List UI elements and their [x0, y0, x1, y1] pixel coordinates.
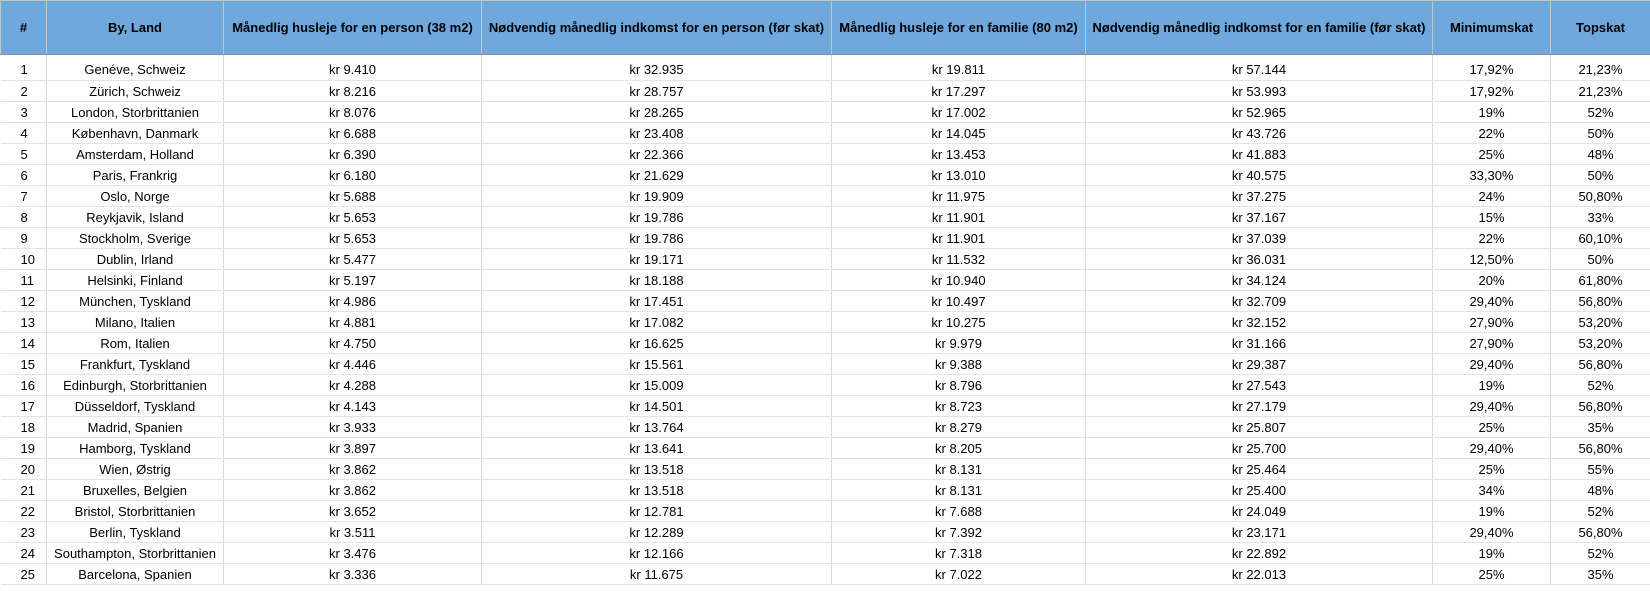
cell-rent-family[interactable]: kr 8.131	[832, 459, 1086, 480]
cell-city-country[interactable]: Rom, Italien	[47, 333, 224, 354]
cell-top-tax[interactable]: 33%	[1551, 207, 1650, 228]
cell-rank[interactable]: 18	[1, 417, 47, 438]
cell-rent-family[interactable]: kr 7.392	[832, 522, 1086, 543]
cell-min-tax[interactable]: 27,90%	[1433, 312, 1551, 333]
cell-income-single[interactable]: kr 13.518	[482, 459, 832, 480]
cell-rank[interactable]: 5	[1, 144, 47, 165]
cell-rent-single[interactable]: kr 4.446	[224, 354, 482, 375]
cell-min-tax[interactable]: 25%	[1433, 417, 1551, 438]
cell-income-family[interactable]: kr 31.166	[1086, 333, 1433, 354]
cell-rank[interactable]: 3	[1, 102, 47, 123]
cell-rent-family[interactable]: kr 13.010	[832, 165, 1086, 186]
cell-min-tax[interactable]: 15%	[1433, 207, 1551, 228]
table-row	[1, 354, 1650, 375]
cell-rent-family[interactable]: kr 7.318	[832, 543, 1086, 564]
cell-rent-family[interactable]: kr 11.901	[832, 207, 1086, 228]
cell-income-family[interactable]: kr 27.179	[1086, 396, 1433, 417]
cell-city-country[interactable]: Southampton, Storbrittanien	[47, 543, 224, 564]
cell-min-tax[interactable]: 29,40%	[1433, 396, 1551, 417]
cell-city-country[interactable]: Wien, Østrig	[47, 459, 224, 480]
cell-rent-single[interactable]: kr 6.180	[224, 165, 482, 186]
cell-rent-family[interactable]: kr 7.022	[832, 564, 1086, 585]
cell-top-tax[interactable]: 50%	[1551, 123, 1650, 144]
cell-city-country[interactable]: Düsseldorf, Tyskland	[47, 396, 224, 417]
cell-city-country[interactable]: Paris, Frankrig	[47, 165, 224, 186]
table-row	[1, 291, 1650, 312]
table-row	[1, 270, 1650, 291]
cell-income-family[interactable]: kr 41.883	[1086, 144, 1433, 165]
cell-income-family[interactable]: kr 32.152	[1086, 312, 1433, 333]
cell-income-family[interactable]: kr 29.387	[1086, 354, 1433, 375]
header-income-single[interactable]: Nødvendig månedlig indkomst for en person (før skat)	[482, 1, 832, 55]
cell-rent-single[interactable]: kr 4.288	[224, 375, 482, 396]
cell-rent-family[interactable]: kr 14.045	[832, 123, 1086, 144]
cell-rent-single[interactable]: kr 4.986	[224, 291, 482, 312]
cell-top-tax[interactable]: 35%	[1551, 564, 1650, 585]
cell-income-single[interactable]: kr 13.518	[482, 480, 832, 501]
cell-rank[interactable]: 10	[1, 249, 47, 270]
cell-rent-single[interactable]: kr 4.143	[224, 396, 482, 417]
cell-min-tax[interactable]: 19%	[1433, 543, 1551, 564]
cell-income-family[interactable]: kr 22.892	[1086, 543, 1433, 564]
cell-city-country[interactable]: München, Tyskland	[47, 291, 224, 312]
cell-min-tax[interactable]: 19%	[1433, 501, 1551, 522]
header-city-country[interactable]: By, Land	[47, 1, 224, 55]
cell-income-single[interactable]: kr 16.625	[482, 333, 832, 354]
cell-city-country[interactable]: Edinburgh, Storbrittanien	[47, 375, 224, 396]
table-row	[1, 165, 1650, 186]
cell-top-tax[interactable]: 50,80%	[1551, 186, 1650, 207]
cell-top-tax[interactable]: 61,80%	[1551, 270, 1650, 291]
cell-income-single[interactable]: kr 32.935	[482, 60, 832, 81]
cell-min-tax[interactable]: 29,40%	[1433, 522, 1551, 543]
cell-income-family[interactable]: kr 25.400	[1086, 480, 1433, 501]
cell-min-tax[interactable]: 25%	[1433, 564, 1551, 585]
table-row	[1, 480, 1650, 501]
cell-rent-single[interactable]: kr 5.653	[224, 228, 482, 249]
cell-rent-family[interactable]: kr 11.901	[832, 228, 1086, 249]
header-min-tax[interactable]: Minimumskat	[1433, 1, 1551, 55]
header-rank[interactable]: #	[1, 1, 47, 55]
table-row	[1, 522, 1650, 543]
cell-city-country[interactable]: Genéve, Schweiz	[47, 60, 224, 81]
cell-income-single[interactable]: kr 19.171	[482, 249, 832, 270]
cell-top-tax[interactable]: 56,80%	[1551, 396, 1650, 417]
cell-rent-family[interactable]: kr 8.723	[832, 396, 1086, 417]
cell-rent-single[interactable]: kr 3.652	[224, 501, 482, 522]
cell-income-single[interactable]: kr 23.408	[482, 123, 832, 144]
cell-rent-single[interactable]: kr 8.076	[224, 102, 482, 123]
cell-rent-single[interactable]: kr 3.476	[224, 543, 482, 564]
table-row	[1, 144, 1650, 165]
table-row	[1, 543, 1650, 564]
cell-income-single[interactable]: kr 17.082	[482, 312, 832, 333]
cell-rank[interactable]: 25	[1, 564, 47, 585]
cell-income-family[interactable]: kr 57.144	[1086, 60, 1433, 81]
cell-rent-family[interactable]: kr 9.388	[832, 354, 1086, 375]
table-body	[1, 55, 1650, 585]
cell-rent-single[interactable]: kr 5.197	[224, 270, 482, 291]
cell-rent-family[interactable]: kr 8.279	[832, 417, 1086, 438]
cell-top-tax[interactable]: 50%	[1551, 165, 1650, 186]
cell-rent-family[interactable]: kr 8.131	[832, 480, 1086, 501]
cell-min-tax[interactable]: 22%	[1433, 123, 1551, 144]
cell-min-tax[interactable]: 29,40%	[1433, 438, 1551, 459]
cell-rank[interactable]: 24	[1, 543, 47, 564]
cell-city-country[interactable]: Frankfurt, Tyskland	[47, 354, 224, 375]
cell-income-family[interactable]: kr 23.171	[1086, 522, 1433, 543]
cell-rank[interactable]: 19	[1, 438, 47, 459]
table-row	[1, 102, 1650, 123]
table-row	[1, 312, 1650, 333]
cell-rent-family[interactable]: kr 11.975	[832, 186, 1086, 207]
cell-top-tax[interactable]: 55%	[1551, 459, 1650, 480]
table-row	[1, 438, 1650, 459]
cell-income-single[interactable]: kr 21.629	[482, 165, 832, 186]
cell-rank[interactable]: 7	[1, 186, 47, 207]
cell-min-tax[interactable]: 27,90%	[1433, 333, 1551, 354]
cell-income-family[interactable]: kr 37.275	[1086, 186, 1433, 207]
cell-income-family[interactable]: kr 22.013	[1086, 564, 1433, 585]
header-top-tax[interactable]: Topskat	[1551, 1, 1650, 55]
cell-rent-family[interactable]: kr 7.688	[832, 501, 1086, 522]
cell-rank[interactable]: 22	[1, 501, 47, 522]
cell-rank[interactable]: 4	[1, 123, 47, 144]
cell-min-tax[interactable]: 25%	[1433, 144, 1551, 165]
cell-top-tax[interactable]: 60,10%	[1551, 228, 1650, 249]
cell-income-single[interactable]: kr 14.501	[482, 396, 832, 417]
cell-income-single[interactable]: kr 12.781	[482, 501, 832, 522]
cell-rent-family[interactable]: kr 17.002	[832, 102, 1086, 123]
cell-income-single[interactable]: kr 19.786	[482, 228, 832, 249]
cell-city-country[interactable]: Madrid, Spanien	[47, 417, 224, 438]
cell-city-country[interactable]: Bruxelles, Belgien	[47, 480, 224, 501]
cell-min-tax[interactable]: 29,40%	[1433, 291, 1551, 312]
cell-rent-single[interactable]: kr 3.862	[224, 459, 482, 480]
cell-rent-single[interactable]: kr 4.881	[224, 312, 482, 333]
cell-min-tax[interactable]: 17,92%	[1433, 60, 1551, 81]
cell-rent-single[interactable]: kr 5.477	[224, 249, 482, 270]
cell-rank[interactable]: 17	[1, 396, 47, 417]
cell-min-tax[interactable]: 22%	[1433, 228, 1551, 249]
cell-rank[interactable]: 21	[1, 480, 47, 501]
cell-rent-family[interactable]: kr 10.497	[832, 291, 1086, 312]
cell-rank[interactable]: 11	[1, 270, 47, 291]
cell-city-country[interactable]: Oslo, Norge	[47, 186, 224, 207]
table-row	[1, 228, 1650, 249]
cell-top-tax[interactable]: 21,23%	[1551, 81, 1650, 102]
cell-top-tax[interactable]: 52%	[1551, 501, 1650, 522]
cell-min-tax[interactable]: 20%	[1433, 270, 1551, 291]
cell-income-single[interactable]: kr 15.561	[482, 354, 832, 375]
cell-income-single[interactable]: kr 19.909	[482, 186, 832, 207]
cell-rent-family[interactable]: kr 8.205	[832, 438, 1086, 459]
cell-income-single[interactable]: kr 28.265	[482, 102, 832, 123]
cell-rent-single[interactable]: kr 3.511	[224, 522, 482, 543]
cell-rent-family[interactable]: kr 8.796	[832, 375, 1086, 396]
cell-income-single[interactable]: kr 17.451	[482, 291, 832, 312]
cell-income-single[interactable]: kr 28.757	[482, 81, 832, 102]
cell-income-single[interactable]: kr 12.289	[482, 522, 832, 543]
table-row	[1, 375, 1650, 396]
header-rent-single[interactable]: Månedlig husleje for en person (38 m2)	[224, 1, 482, 55]
cell-income-family[interactable]: kr 27.543	[1086, 375, 1433, 396]
cell-rank[interactable]: 23	[1, 522, 47, 543]
cell-income-single[interactable]: kr 18.188	[482, 270, 832, 291]
header-rent-family[interactable]: Månedlig husleje for en familie (80 m2)	[832, 1, 1086, 55]
cell-min-tax[interactable]: 25%	[1433, 459, 1551, 480]
cell-top-tax[interactable]: 52%	[1551, 102, 1650, 123]
cell-rent-family[interactable]: kr 19.811	[832, 60, 1086, 81]
header-row	[1, 1, 1650, 55]
cell-rent-family[interactable]: kr 17.297	[832, 81, 1086, 102]
cell-top-tax[interactable]: 56,80%	[1551, 522, 1650, 543]
cell-income-family[interactable]: kr 36.031	[1086, 249, 1433, 270]
cell-rent-single[interactable]: kr 9.410	[224, 60, 482, 81]
cell-top-tax[interactable]: 53,20%	[1551, 333, 1650, 354]
cell-min-tax[interactable]: 19%	[1433, 375, 1551, 396]
cell-income-family[interactable]: kr 52.965	[1086, 102, 1433, 123]
cell-min-tax[interactable]: 17,92%	[1433, 81, 1551, 102]
cell-top-tax[interactable]: 48%	[1551, 144, 1650, 165]
cell-rent-family[interactable]: kr 11.532	[832, 249, 1086, 270]
cell-city-country[interactable]: London, Storbrittanien	[47, 102, 224, 123]
cell-rank[interactable]: 6	[1, 165, 47, 186]
cell-rent-single[interactable]: kr 8.216	[224, 81, 482, 102]
cell-city-country[interactable]: Reykjavik, Island	[47, 207, 224, 228]
cell-income-single[interactable]: kr 13.764	[482, 417, 832, 438]
cell-rank[interactable]: 9	[1, 228, 47, 249]
cell-city-country[interactable]: Dublin, Irland	[47, 249, 224, 270]
cell-income-family[interactable]: kr 37.167	[1086, 207, 1433, 228]
cell-top-tax[interactable]: 52%	[1551, 543, 1650, 564]
cell-rent-family[interactable]: kr 9.979	[832, 333, 1086, 354]
cell-city-country[interactable]: København, Danmark	[47, 123, 224, 144]
cell-min-tax[interactable]: 29,40%	[1433, 354, 1551, 375]
cell-rent-family[interactable]: kr 10.940	[832, 270, 1086, 291]
cell-top-tax[interactable]: 35%	[1551, 417, 1650, 438]
cell-rank[interactable]: 12	[1, 291, 47, 312]
cell-city-country[interactable]: Stockholm, Sverige	[47, 228, 224, 249]
cell-min-tax[interactable]: 34%	[1433, 480, 1551, 501]
cell-top-tax[interactable]: 52%	[1551, 375, 1650, 396]
cell-city-country[interactable]: Amsterdam, Holland	[47, 144, 224, 165]
cell-income-single[interactable]: kr 22.366	[482, 144, 832, 165]
cell-city-country[interactable]: Berlin, Tyskland	[47, 522, 224, 543]
cell-rent-single[interactable]: kr 3.933	[224, 417, 482, 438]
cell-min-tax[interactable]: 12,50%	[1433, 249, 1551, 270]
table-row	[1, 186, 1650, 207]
table-row	[1, 60, 1650, 81]
cell-rent-single[interactable]: kr 3.336	[224, 564, 482, 585]
cell-city-country[interactable]: Milano, Italien	[47, 312, 224, 333]
table-row	[1, 249, 1650, 270]
table-row	[1, 501, 1650, 522]
cell-min-tax[interactable]: 24%	[1433, 186, 1551, 207]
cell-rent-single[interactable]: kr 3.897	[224, 438, 482, 459]
cell-top-tax[interactable]: 56,80%	[1551, 291, 1650, 312]
cell-rent-single[interactable]: kr 5.688	[224, 186, 482, 207]
cell-min-tax[interactable]: 33,30%	[1433, 165, 1551, 186]
cell-income-single[interactable]: kr 12.166	[482, 543, 832, 564]
cell-income-family[interactable]: kr 43.726	[1086, 123, 1433, 144]
cell-rank[interactable]: 15	[1, 354, 47, 375]
table-row	[1, 564, 1650, 585]
cell-city-country[interactable]: Zürich, Schweiz	[47, 81, 224, 102]
cell-income-single[interactable]: kr 11.675	[482, 564, 832, 585]
cell-income-family[interactable]: kr 24.049	[1086, 501, 1433, 522]
cell-income-single[interactable]: kr 19.786	[482, 207, 832, 228]
cell-rank[interactable]: 13	[1, 312, 47, 333]
cell-top-tax[interactable]: 21,23%	[1551, 60, 1650, 81]
cell-rank[interactable]: 2	[1, 81, 47, 102]
cell-rank[interactable]: 16	[1, 375, 47, 396]
cell-rank[interactable]: 8	[1, 207, 47, 228]
cell-income-family[interactable]: kr 40.575	[1086, 165, 1433, 186]
cell-rent-family[interactable]: kr 10.275	[832, 312, 1086, 333]
cell-top-tax[interactable]: 56,80%	[1551, 438, 1650, 459]
cell-city-country[interactable]: Hamborg, Tyskland	[47, 438, 224, 459]
cell-rent-single[interactable]: kr 5.653	[224, 207, 482, 228]
header-income-family[interactable]: Nødvendig månedlig indkomst for en familie (før skat)	[1086, 1, 1433, 55]
table-row	[1, 396, 1650, 417]
cell-city-country[interactable]: Barcelona, Spanien	[47, 564, 224, 585]
cell-top-tax[interactable]: 56,80%	[1551, 354, 1650, 375]
cell-top-tax[interactable]: 53,20%	[1551, 312, 1650, 333]
cell-income-single[interactable]: kr 15.009	[482, 375, 832, 396]
cell-income-family[interactable]: kr 25.700	[1086, 438, 1433, 459]
cell-income-family[interactable]: kr 25.807	[1086, 417, 1433, 438]
cell-rank[interactable]: 14	[1, 333, 47, 354]
table-row	[1, 459, 1650, 480]
cell-rank[interactable]: 20	[1, 459, 47, 480]
cell-top-tax[interactable]: 48%	[1551, 480, 1650, 501]
cell-rent-single[interactable]: kr 6.390	[224, 144, 482, 165]
table-row	[1, 81, 1650, 102]
cell-city-country[interactable]: Bristol, Storbrittanien	[47, 501, 224, 522]
cell-income-single[interactable]: kr 13.641	[482, 438, 832, 459]
table-row	[1, 417, 1650, 438]
cell-income-family[interactable]: kr 32.709	[1086, 291, 1433, 312]
cell-top-tax[interactable]: 50%	[1551, 249, 1650, 270]
cell-income-family[interactable]: kr 25.464	[1086, 459, 1433, 480]
table-row	[1, 123, 1650, 144]
cell-income-family[interactable]: kr 53.993	[1086, 81, 1433, 102]
cell-income-family[interactable]: kr 37.039	[1086, 228, 1433, 249]
table-row	[1, 207, 1650, 228]
cell-rent-family[interactable]: kr 13.453	[832, 144, 1086, 165]
cell-rent-single[interactable]: kr 3.862	[224, 480, 482, 501]
cell-rank[interactable]: 1	[1, 60, 47, 81]
cell-min-tax[interactable]: 19%	[1433, 102, 1551, 123]
cell-rent-single[interactable]: kr 4.750	[224, 333, 482, 354]
cell-city-country[interactable]: Helsinki, Finland	[47, 270, 224, 291]
table-row	[1, 333, 1650, 354]
cell-rent-single[interactable]: kr 6.688	[224, 123, 482, 144]
cell-income-family[interactable]: kr 34.124	[1086, 270, 1433, 291]
